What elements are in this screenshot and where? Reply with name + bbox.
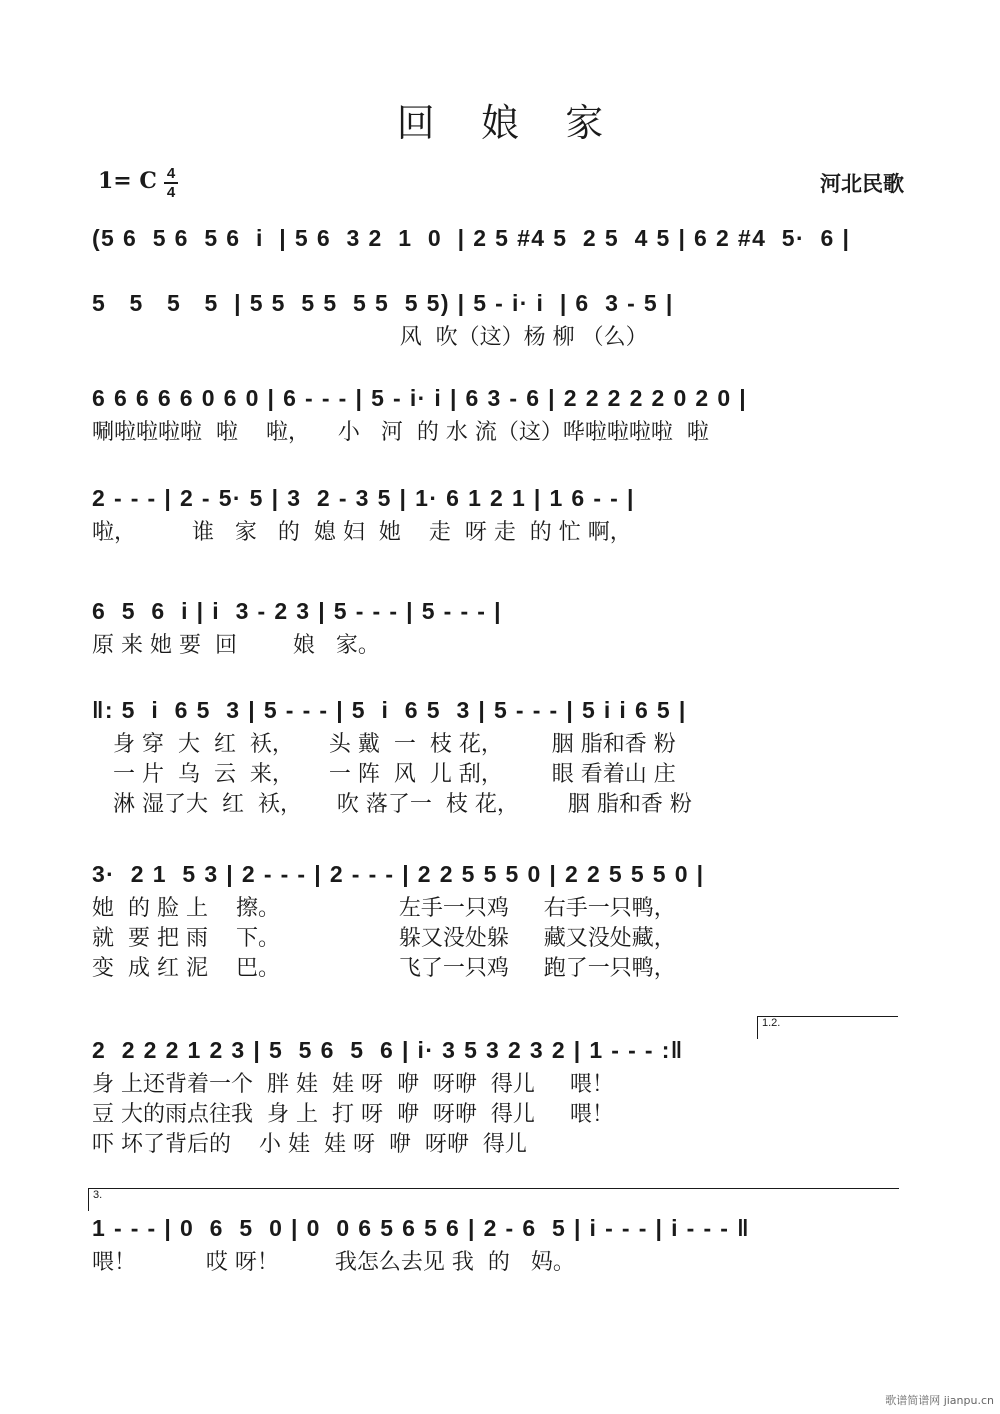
- notes-line: 2 - - - | 2 - 5· 5 | 3 2 - 3 5 | 1· 6 1 2 1 | 1 6 - - |: [92, 485, 635, 511]
- lyric-line: 啦， 谁 家 的 媳 妇 她 走 呀 走 的 忙 啊，: [92, 520, 632, 545]
- volta-label: 1.2.: [757, 1016, 898, 1039]
- lyric-line: 变 成 红 泥 巴。 飞了一只鸡 跑了一只鸭，: [92, 956, 676, 981]
- lyric-line: 唰啦啦啦啦 啦 啦， 小 河 的 水 流（这）哗啦啦啦啦 啦: [92, 420, 709, 445]
- score-row-2: [92, 285, 907, 385]
- lyric-line: 风 吹（这）杨 柳 （么）: [92, 325, 648, 350]
- notes-line: 1 - - - | 0 6 5 0 | 0 0 6 5 6 5 6 | 2 - 6 5 | i - - - | i - - - ‖: [92, 1215, 750, 1241]
- score-row-8: [92, 1032, 907, 1157]
- notes-line: (5 6 5 6 5 6 i | 5 6 3 2 1 0 | 2 5 #4 5 2 5 4 5 | 6 2 #4 5· 6 |: [92, 225, 851, 251]
- notes-line: 3· 2 1 5 3 | 2 - - - | 2 - - - | 2 2 5 5 5 0 | 2 2 5 5 5 0 |: [92, 861, 705, 887]
- score-row-7: [92, 856, 907, 981]
- lyric-line: 豆 大的雨点往我 身 上 打 呀 咿 呀咿 得儿 喂！: [92, 1102, 614, 1127]
- lyric-line: 身 上还背着一个 胖 娃 娃 呀 咿 呀咿 得儿 喂！: [92, 1072, 614, 1097]
- lyric-line: 她 的 脸 上 擦。 左手一只鸡 右手一只鸭，: [92, 896, 676, 921]
- notes-line: 6 6 6 6 6 0 6 0 | 6 - - - | 5 - i· i | 6 3 - 6 | 2 2 2 2 2 0 2 0 |: [92, 385, 748, 411]
- score-row-9: [92, 1210, 907, 1310]
- lyric-line: 身 穿 大 红 袄， 头 戴 一 枝 花， 胭 脂和香 粉: [92, 732, 676, 757]
- site-watermark: 歌谱简谱网 jianpu.cn: [885, 1394, 994, 1407]
- score-row-6: [92, 692, 907, 817]
- notes-line: 6 5 6 i | i 3 - 2 3 | 5 - - - | 5 - - - |: [92, 598, 502, 624]
- score-row-3: [92, 380, 907, 480]
- lyric-line: 淋 湿了大 红 袄， 吹 落了一 枝 花， 胭 脂和香 粉: [92, 792, 692, 817]
- meter-top: 4: [166, 165, 176, 182]
- song-title: 回 娘 家: [396, 101, 621, 145]
- notes-line: 5 5 5 5 | 5 5 5 5 5 5 5 5) | 5 - i· i | 6 3 - 5 |: [92, 290, 674, 316]
- score-row-5: [92, 593, 907, 693]
- lyric-line: 一 片 乌 云 来， 一 阵 风 儿 刮， 眼 看着山 庄: [92, 762, 676, 787]
- time-signature: [164, 166, 178, 200]
- notes-line: ‖: 5 i 6 5 3 | 5 - - - | 5 i 6 5 3 | 5 - - - | 5 i i 6 5 |: [92, 697, 687, 723]
- meter-bottom: 4: [166, 184, 176, 201]
- volta-label: 3.: [88, 1188, 899, 1211]
- lyric-line: 原 来 她 要 回 娘 家。: [92, 633, 380, 658]
- lyric-line: 吓 坏了背后的 小 娃 娃 呀 咿 呀咿 得儿: [92, 1132, 527, 1157]
- key-signature: 1= C: [98, 168, 157, 194]
- song-origin: 河北民歌: [820, 171, 904, 196]
- lyric-line: 就 要 把 雨 下。 躲又没处躲 藏又没处藏，: [92, 926, 676, 951]
- score-row-4: [92, 480, 907, 580]
- notes-line: 2 2 2 2 1 2 3 | 5 5 6 5 6 | i· 3 5 3 2 3 2 | 1 - - - :‖: [92, 1037, 684, 1063]
- lyric-line: 喂！ 哎 呀！ 我怎么去见 我 的 妈。: [92, 1250, 575, 1275]
